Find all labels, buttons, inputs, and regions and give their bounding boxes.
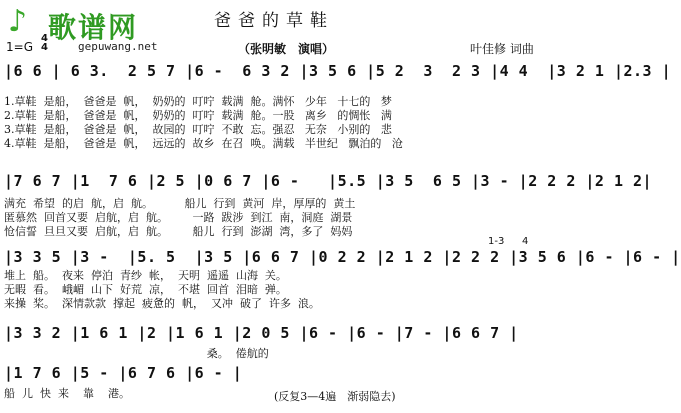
meter-top: 4 xyxy=(41,33,48,44)
site-logo[interactable] xyxy=(6,2,196,52)
notes-line-2: |7 6 7 |1 7 6 |2 5 |0 6 7 |6 - |5.5 |3 5 6 5 |3 - |2 2 2 |2 1 2| xyxy=(4,172,653,190)
lyric-line-2a: 满充 希望 的启 航，启 航。 船儿 行到 黄河 岸，厚厚的 黄土 xyxy=(4,197,356,210)
lyric-verse-1: 1.草鞋 是船， 爸爸是 帆， 奶奶的 叮咛 载满 舱。满怀 少年 十七的 梦 xyxy=(4,95,406,108)
lyric-line-3a: 堆上 船。 夜来 停泊 青纱 帐， 天明 遥遥 山海 关。 xyxy=(4,269,287,282)
volta-2: 4 xyxy=(522,236,529,247)
site-logo-text: 歌谱网 xyxy=(48,11,139,44)
staff-system-3 xyxy=(0,246,681,316)
singer: （张明敏 演唱） xyxy=(238,42,335,56)
staff-system-4 xyxy=(0,322,600,362)
lyric-verse-3: 3.草鞋 是船， 爸爸是 帆， 故园的 叮咛 不敢 忘。强忍 无奈 小别的 悲 xyxy=(4,123,392,136)
volta-1: 1-3 xyxy=(488,236,505,247)
staff-system-2 xyxy=(0,170,653,242)
key-signature: 1=G xyxy=(6,40,33,54)
lyric-line-2b: 匿慕然 回首又要 启航，启 航。 一路 跋涉 到江 南，洞庭 湖景 xyxy=(4,211,353,224)
lyricist-composer: 叶佳修 词曲 xyxy=(470,42,534,56)
lyric-line-2c: 怆信誓 旦旦又要 启航，启 航。 船儿 行到 澎湖 湾，多了 妈妈 xyxy=(4,225,353,238)
staff-system-1 xyxy=(0,58,672,160)
lyric-verse-4: 4.草鞋 是船， 爸爸是 帆， 远远的 故乡 在召 唤。满载 半世纪 飘泊的 沧 xyxy=(4,137,403,150)
lyric-line-4: 桑。 倦航的 xyxy=(4,347,269,360)
song-title: 爸爸的草鞋 xyxy=(214,11,334,31)
time-signature xyxy=(41,34,48,52)
staff-system-5 xyxy=(0,362,600,410)
notes-line-1: |6 6 | 6 3. 2 5 7 |6 - 6 3 2 |3 5 6 |5 2 3 2 3 |4 4 |3 2 1 |2.3 | xyxy=(4,62,672,80)
meter-bottom: 4 xyxy=(41,42,48,53)
lyric-line-5: 船 儿 快 来 靠 港。 xyxy=(4,387,130,400)
site-url[interactable]: gepuwang.net xyxy=(78,40,158,53)
lyric-line-3b: 无暇 看。 峨嵋 山下 好荒 凉， 不堪 回首 泪暗 弹。 xyxy=(4,283,287,296)
notes-line-4: |3 3 2 |1 6 1 |2 |1 6 1 |2 0 5 |6 - |6 - |7 - |6 6 7 | xyxy=(4,324,519,342)
lyric-verse-2: 2.草鞋 是船， 爸爸是 帆， 奶奶的 叮咛 载满 舱。一股 离乡 的惆怅 满 xyxy=(4,109,392,122)
notes-line-3: |3 3 5 |3 - |5. 5 |3 5 |6 6 7 |0 2 2 |2 1 2 |2 2 2 |3 5 6 |6 - |6 - | xyxy=(4,248,681,266)
music-note-icon: ♪ xyxy=(8,4,28,39)
notes-line-5: |1 7 6 |5 - |6 7 6 |6 - | xyxy=(4,364,243,382)
lyric-line-3c: 来操 桨。 深情款款 撑起 疲惫的 帆， 又冲 破了 许多 浪。 xyxy=(4,297,320,310)
performance-note: (反复3—4遍 渐弱隐去) xyxy=(274,390,396,403)
